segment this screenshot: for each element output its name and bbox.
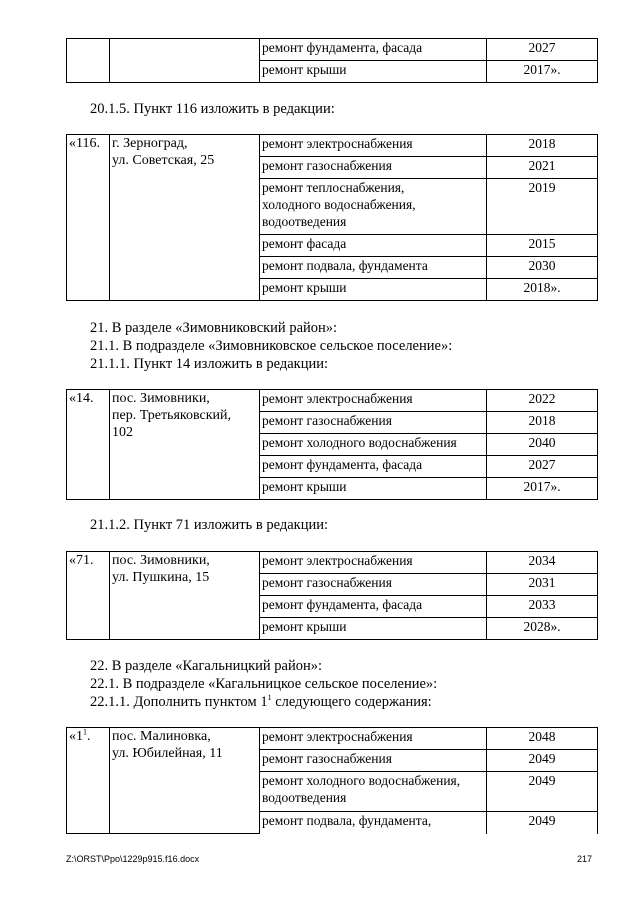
paragraph-21-1-1: 21.1.1. Пункт 14 изложить в редакции: [90,356,329,372]
cell-num [67,39,110,83]
table-item-71 [66,551,598,640]
cell-work: ремонт фундамента, фасада [260,596,487,618]
paragraph-20-1-5: 20.1.5. Пункт 116 изложить в редакции: [90,101,335,117]
cell-address: пос. Зимовники, пер. Третьяковский, 102 [110,390,260,500]
paragraph-22: 22. В разделе «Кагальницкий район»: [90,658,323,674]
paragraph-21-1-2: 21.1.2. Пункт 71 изложить в редакции: [90,517,329,533]
cell-year: 2017». [487,478,598,500]
paragraph-22-1-1 [90,694,432,711]
cell-work: ремонт газоснабжения [260,574,487,596]
cell-year: 2049 [487,750,598,772]
table-top-continuation [66,38,598,83]
cell-num [67,728,110,834]
cell-work: ремонт подвала, фундамента [260,257,487,279]
cell-work: ремонт теплоснабжения, холодного водоснабжения, водоотведения [260,179,487,235]
cell-work: ремонт газоснабжения [260,412,487,434]
cell-work: ремонт фундамента, фасада [260,39,487,61]
cell-address: пос. Зимовники, ул. Пушкина, 15 [110,552,260,640]
superscript: 1 [267,693,272,703]
cell-work: ремонт газоснабжения [260,750,487,772]
cell-year: 2034 [487,552,598,574]
cell-work: ремонт подвала, фундамента, [260,812,487,834]
cell-year: 2018 [487,412,598,434]
cell-year: 2033 [487,596,598,618]
cell-work: ремонт холодного водоснабжения [260,434,487,456]
cell-work: ремонт крыши [260,279,487,301]
cell-address [110,39,260,83]
cell-year: 2049 [487,812,598,834]
cell-num-dot: . [87,729,91,744]
cell-work: ремонт фасада [260,235,487,257]
superscript: 1 [83,727,87,737]
cell-year: 2021 [487,157,598,179]
paragraph-22-1-1-text: 22.1.1. Дополнить пунктом 1 [90,694,268,710]
table-item-14 [66,389,598,500]
cell-year: 2018 [487,135,598,157]
footer-page-number: 217 [577,854,593,864]
cell-year: 2027 [487,456,598,478]
cell-num: «116. [67,135,110,301]
cell-year: 2027 [487,39,598,61]
cell-work: ремонт электроснабжения [260,135,487,157]
footer-file-path: Z:\ORST\Ppo\1229p915.f16.docx [66,854,200,864]
cell-work: ремонт крыши [260,61,487,83]
cell-year: 2040 [487,434,598,456]
cell-work: ремонт крыши [260,618,487,640]
cell-year: 2017». [487,61,598,83]
cell-year: 2028». [487,618,598,640]
table-item-116 [66,134,598,301]
cell-year: 2049 [487,772,598,812]
cell-work: ремонт холодного водоснабжения, водоотведения [260,772,487,812]
paragraph-22-1-1-tail: следующего содержания: [271,694,432,710]
paragraph-21: 21. В разделе «Зимовниковский район»: [90,320,338,336]
cell-num-text: «1 [69,729,83,744]
cell-work: ремонт электроснабжения [260,552,487,574]
cell-work: ремонт газоснабжения [260,157,487,179]
cell-year: 2031 [487,574,598,596]
cell-year: 2015 [487,235,598,257]
cell-address: пос. Малиновка, ул. Юбилейная, 11 [110,728,260,834]
cell-year: 2019 [487,179,598,235]
table-item-1-1 [66,727,598,834]
cell-year: 2018». [487,279,598,301]
cell-num: «14. [67,390,110,500]
paragraph-22-1: 22.1. В подразделе «Кагальницкое сельское поселение»: [90,676,438,692]
cell-address: г. Зерноград, ул. Советская, 25 [110,135,260,301]
cell-year: 2022 [487,390,598,412]
cell-num: «71. [67,552,110,640]
cell-work: ремонт электроснабжения [260,390,487,412]
cell-year: 2048 [487,728,598,750]
cell-year: 2030 [487,257,598,279]
paragraph-21-1: 21.1. В подразделе «Зимовниковское сельское поселение»: [90,338,453,354]
cell-work: ремонт электроснабжения [260,728,487,750]
cell-work: ремонт крыши [260,478,487,500]
cell-work: ремонт фундамента, фасада [260,456,487,478]
